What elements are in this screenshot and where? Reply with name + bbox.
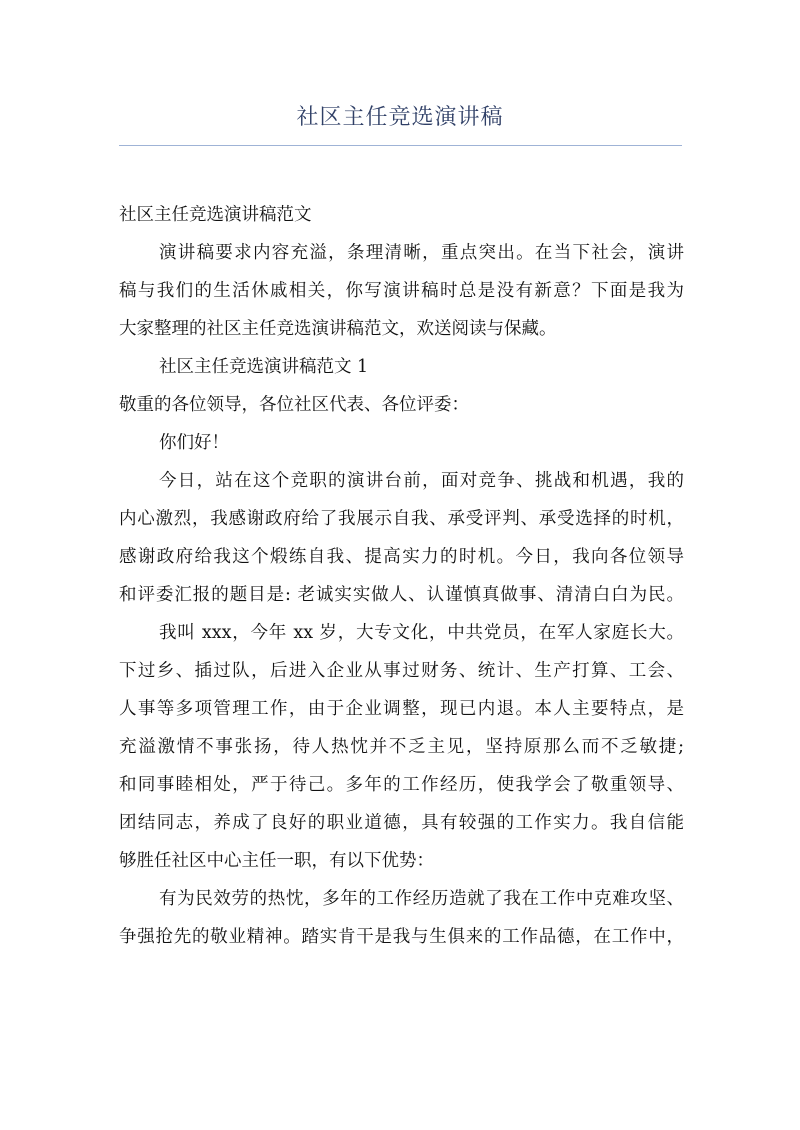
paragraph-line: 人事等多项管理工作，由于企业调整，现已内退。本人主要特点，是: [119, 699, 684, 719]
paragraph-line: 内心激烈，我感谢政府给了我展示自我、承受评判、承受选择的时机，: [119, 509, 684, 529]
paragraph-line: 今日，站在这个竞职的演讲台前，面对竞争、挑战和机遇，我的: [159, 471, 684, 491]
subtitle-line: 社区主任竞选演讲稿范文: [119, 205, 312, 225]
paragraph-line: 我叫 xxx，今年 xx 岁，大专文化，中共党员，在军人家庭长大。: [159, 623, 684, 643]
paragraph-line: 下过乡、插过队，后进入企业从事过财务、统计、生产打算、工会、: [119, 661, 684, 681]
paragraph-line: 演讲稿要求内容充溢，条理清晰，重点突出。在当下社会，演讲: [159, 243, 684, 263]
paragraph-line: 大家整理的社区主任竞选演讲稿范文，欢送阅读与保藏。: [119, 319, 557, 339]
paragraph-line: 充溢激情不事张扬，待人热忱并不乏主见，坚持原那么而不乏敏捷;: [119, 737, 684, 757]
document-body: [119, 196, 684, 956]
paragraph-line: 感谢政府给我这个煅练自我、提高实力的时机。今日，我向各位领导: [119, 547, 684, 567]
title-divider: [119, 145, 682, 146]
page-title: 社区主任竞选演讲稿: [296, 105, 504, 130]
paragraph-line: 争强抢先的敬业精神。踏实肯干是我与生俱来的工作品德，在工作中，: [119, 927, 684, 947]
greeting-line: 你们好！: [159, 433, 229, 453]
paragraph-line: 和评委汇报的题目是: 老诚实实做人、认谨慎真做事、清清白白为民。: [119, 585, 684, 605]
paragraph-line: 和同事睦相处，严于待己。多年的工作经历，使我学会了敬重领导、: [119, 775, 684, 795]
paragraph-line: 团结同志，养成了良好的职业道德，具有较强的工作实力。我自信能: [119, 813, 684, 833]
paragraph-line: 稿与我们的生活休戚相关，你写演讲稿时总是没有新意？下面是我为: [119, 281, 684, 301]
paragraph-line: 够胜任社区中心主任一职，有以下优势：: [119, 851, 434, 871]
section-heading: 社区主任竞选演讲稿范文 1: [159, 357, 369, 377]
salutation-line: 敬重的各位领导，各位社区代表、各位评委：: [119, 395, 469, 415]
paragraph-line: 有为民效劳的热忱，多年的工作经历造就了我在工作中克难攻坚、: [159, 889, 684, 909]
